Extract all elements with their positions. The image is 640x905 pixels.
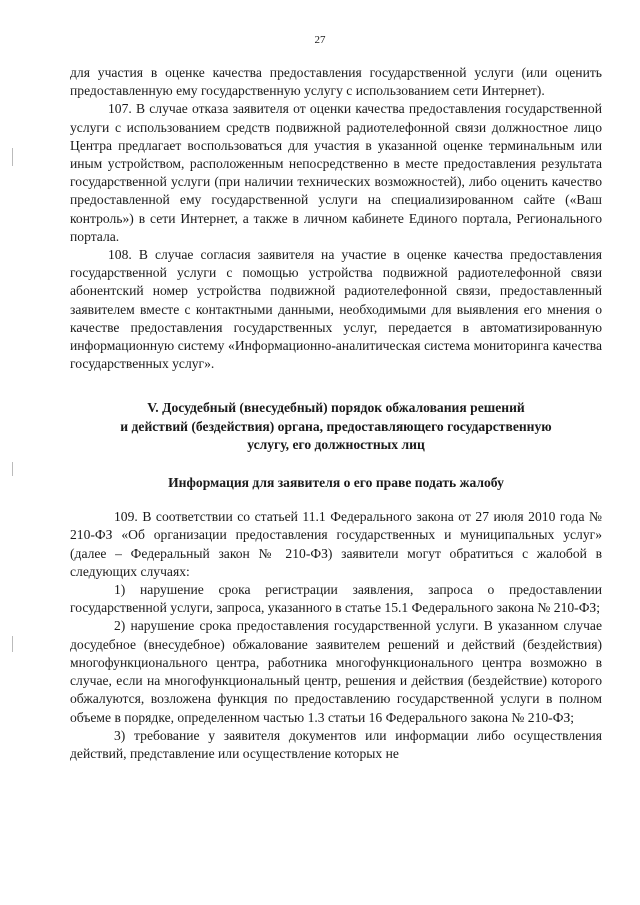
paragraph-108: 108. В случае согласия заявителя на участие в оценке качества предоставления государственной услуги с помощью устройства подвижной радиотелефонной связи абонентский номер устройства подвижной радиотелефонной связи, предоставленный заявителем вместе с контактными данными, необходимыми для выявления его мнения о качестве предоставления государственных услуг, передается в автоматизированную информационную систему «Информационно-аналитическая система мониторинга качества государственных услуг». [70,247,602,372]
paragraph-continuation: для участия в оценке качества предоставления государственной услуги (или оценить предоставленную ему государственную услугу с использованием сети Интернет). [70,65,602,99]
page-number: 27 [314,34,326,46]
subsection-heading: Информация для заявителя о его праве подать жалобу [168,475,504,491]
list-item-2: 2) нарушение срока предоставления государственной услуги. В указанном случае досудебное (внесудебное) обжалование заявителем решений и действий (бездействия) многофункционального центра, работника многофункционального центра возможно в случае, если на многофункциональный центр, решения и действия (бездействие) которого обжалуются, возложена функция по предоставлению государственной услуги в полном объеме в порядке, определенном частью 1.3 статьи 16 Федерального закона № 210-ФЗ; [70,618,602,725]
section-heading-line: V. Досудебный (внесудебный) порядок обжалования решений [147,400,525,416]
list-item-3: 3) требование у заявителя документов или информации либо осуществления действий, представление или осуществление которых не [70,727,602,761]
scan-margin-mark [12,148,13,166]
list-item-1: 1) нарушение срока регистрации заявления, запроса о предоставлении государственной услуги, запроса, указанного в статье 15.1 Федерального закона № 210-ФЗ; [70,582,602,616]
paragraph-109: 109. В соответствии со статьей 11.1 Федерального закона от 27 июля 2010 года № 210-ФЗ «Об организации предоставления государственных и муниципальных услуг» (далее – Федеральный закон № 210-ФЗ) заявители могут обратиться с жалобой в следующих случаях: [70,509,602,579]
section-heading-line: и действий (бездействия) органа, предоставляющего государственную [120,418,552,434]
document-body [70,64,602,763]
section-heading [70,399,602,454]
paragraph-107: 107. В случае отказа заявителя от оценки качества предоставления государственной услуги с использованием средств подвижной радиотелефонной связи должностное лицо Центра предлагает воспользоваться для участия в указанной оценке терминальным или иным устройством, расположенным непосредственно в месте предоставления результата государственной услуги (при наличии технических возможностей), либо оценить качество предоставленной ему государственной услуги на специализированном сайте («Ваш контроль») в сети Интернет, а также в личном кабинете Единого портала, Регионального портала. [70,101,602,244]
section-heading-line: услугу, его должностных лиц [247,436,425,452]
scan-margin-mark [12,636,13,652]
scan-margin-mark [12,462,13,476]
